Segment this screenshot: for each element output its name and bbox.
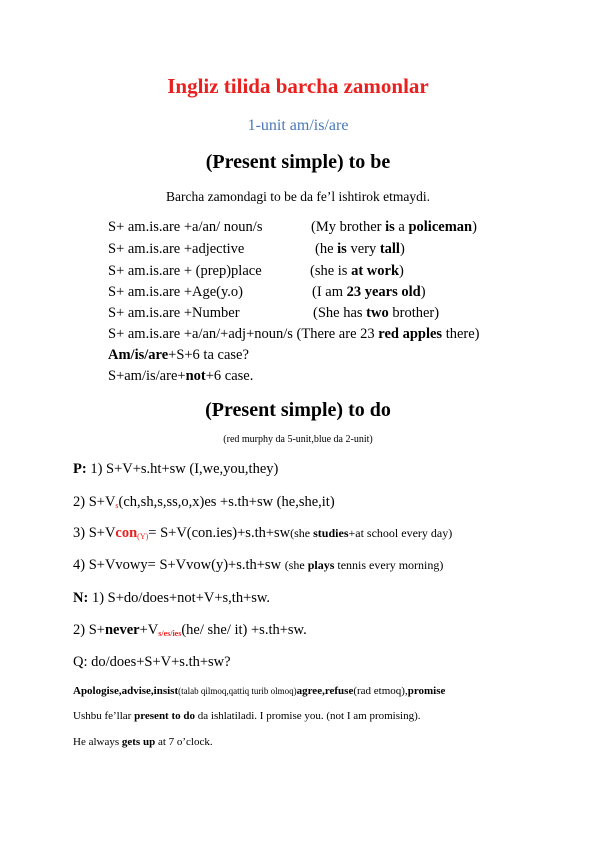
rule-6: S+ am.is.are +a/an/+adj+noun/s (There are 23 red apples there) [108, 326, 480, 342]
unit-subtitle: 1-unit am/is/are [247, 117, 349, 134]
question-line: Q: do/does+S+V+s.th+sw? [73, 654, 231, 670]
rule-example: (I am 23 years old) [312, 284, 426, 300]
verbs-line: Apologise,advise,insist(talab qilmoq,qattiq turib olmoq)agree,refuse(rad etmoq),promise [73, 685, 446, 697]
rule-negative: S+am/is/are+not+6 case. [108, 368, 254, 384]
negative-line-2: 2) $S+never+V_{s/es/ies}(he/$ she/ it) +s.th+sw. [73, 622, 307, 638]
rule-question: Am/is/are+S+6 ta case? [108, 347, 249, 363]
rule-2 [108, 241, 568, 258]
positive-line-1: P: 1) S+V+s.ht+sw (I,we,you,they) [73, 461, 279, 477]
rule-example: (She has two brother) [313, 305, 440, 321]
example-line: He always gets up at 7 o’clock. [73, 736, 213, 748]
rule-formula: S+ am.is.are +Number [108, 305, 240, 321]
note-to-be: Barcha zamondagi to be da fe’l ishtirok etmaydi. [166, 189, 430, 204]
rule-1 [108, 219, 568, 236]
heading-to-be: (Present simple) to be [205, 151, 391, 173]
rule-4 [108, 284, 568, 301]
rule-formula: S+ am.is.are +a/an/ noun/s [108, 219, 263, 235]
negative-line-1: N: 1) S+do/does+not+V+s,th+sw. [73, 590, 271, 606]
positive-line-2: 2) $S+V_s(ch,sh,s,ss,o,x)es +s.th+sw$ (he,she,it) [73, 494, 335, 510]
positive-line-3: 3) S+Vcon$_{(Y)}$= S+V(con.ies)+s.th+sw(she studies+at school every day) [73, 525, 453, 541]
rule-3 [108, 263, 568, 280]
rule-5 [108, 305, 568, 322]
rule-formula: S+ am.is.are + (prep)place [108, 263, 262, 279]
rule-example: (she is at work) [310, 263, 404, 279]
rule-example: (he is very tall) [315, 241, 405, 257]
usage-line: Ushbu fe’llar present to do da ishlatiladi. I promise you. (not I am promising). [73, 710, 421, 722]
page-title: Ingliz tilida barcha zamonlar [167, 74, 429, 98]
rule-formula: S+ am.is.are +adjective [108, 241, 245, 257]
note-to-do: (red murphy da 5-unit,blue da 2-unit) [223, 434, 373, 445]
positive-line-4: 4) S+Vvowy= S+Vvow(y)+s.th+sw (she plays tennis every morning) [73, 557, 444, 573]
heading-to-do: (Present simple) to do [205, 399, 391, 421]
rule-formula: S+ am.is.are +Age(y.o) [108, 284, 244, 300]
rule-example: (My brother is a policeman) [311, 219, 477, 235]
